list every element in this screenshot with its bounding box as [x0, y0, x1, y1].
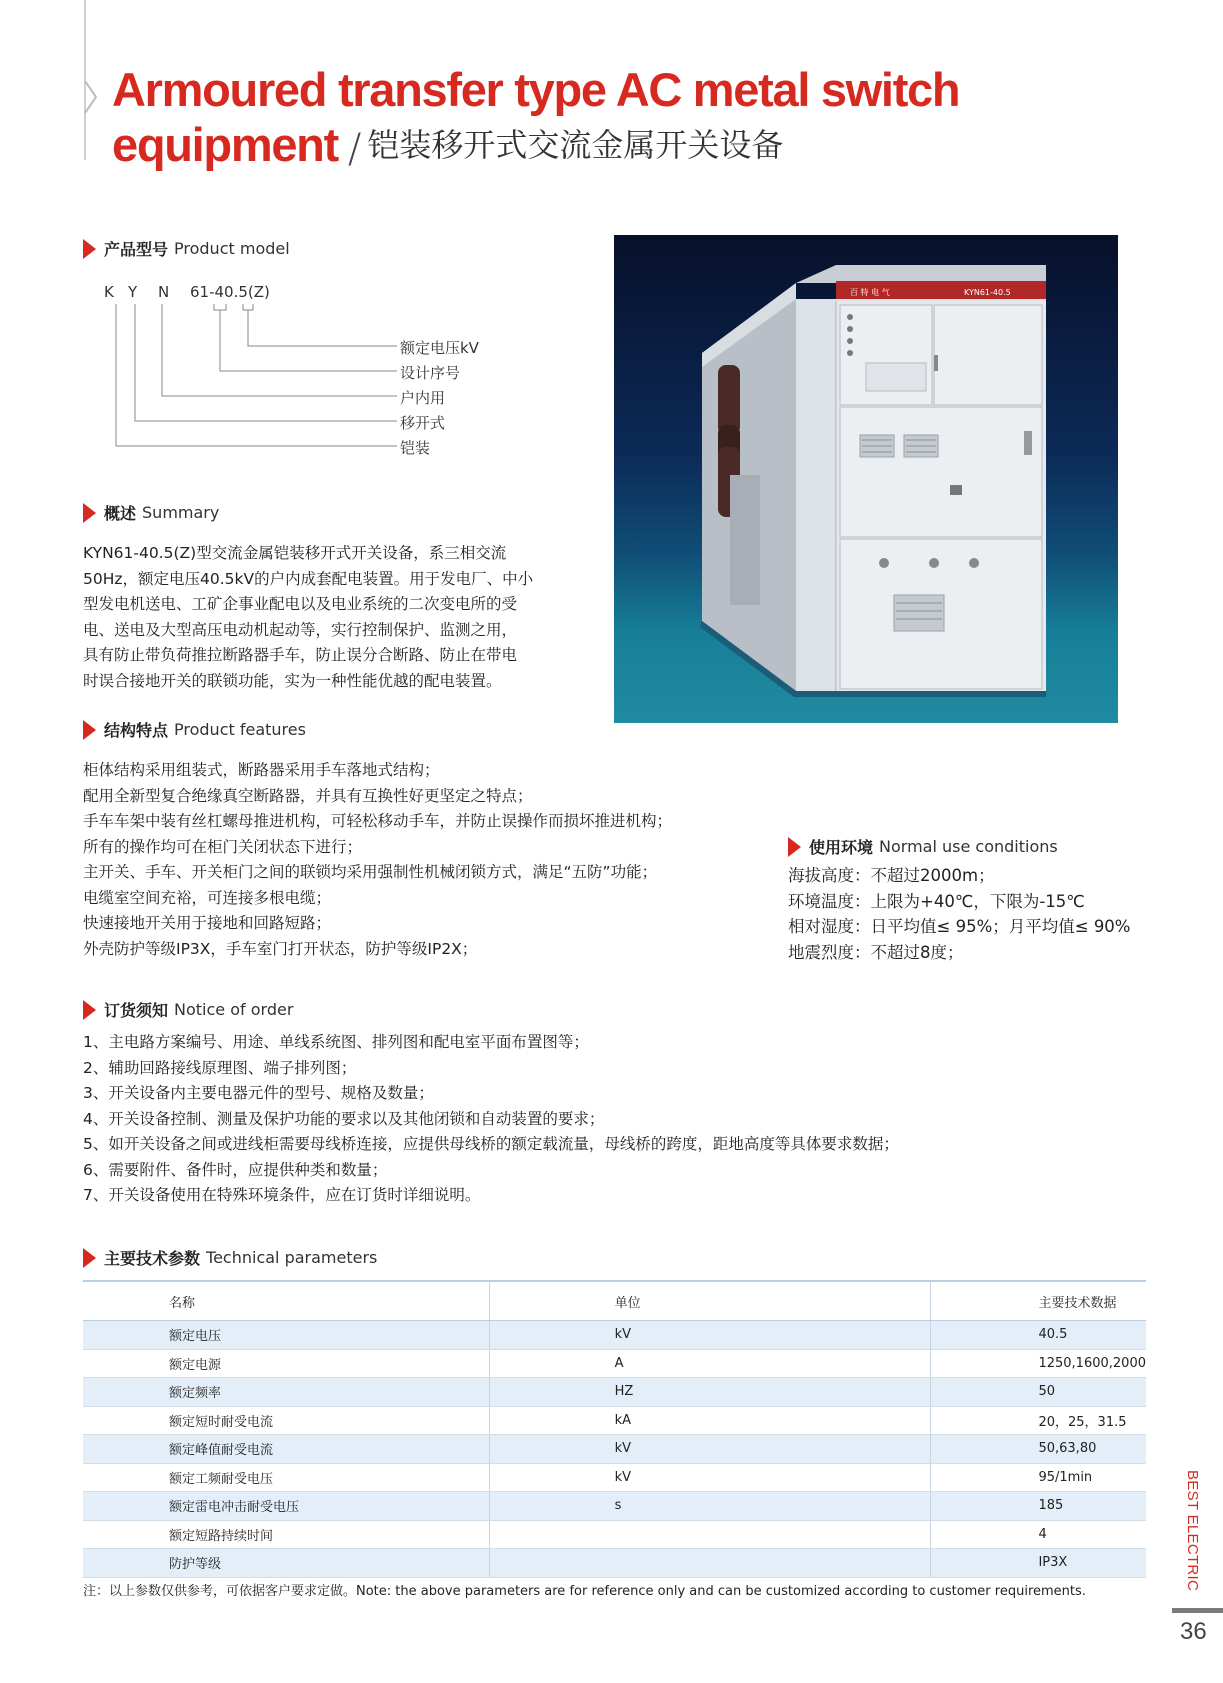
section-summary	[83, 501, 219, 524]
table-cell: 额定峰值耐受电流	[83, 1435, 489, 1464]
table-cell	[489, 1549, 931, 1578]
condition-line: 环境温度：上限为+40℃，下限为-15℃	[788, 891, 1085, 911]
feature-line: 外壳防护等级IP3X，手车室门打开状态，防护等级IP2X；	[83, 939, 478, 958]
table-header-cell: 单位	[489, 1281, 931, 1321]
model-legend-item: 设计序号	[400, 364, 461, 382]
model-legend-item: 移开式	[400, 414, 446, 432]
page-number: 36	[1180, 1618, 1207, 1645]
chevron-right-icon	[84, 80, 98, 114]
section-product-features	[83, 718, 306, 741]
table-row	[83, 1435, 1146, 1464]
table-cell: kV	[489, 1321, 931, 1350]
svg-text:百 特 电 气: 百 特 电 气	[850, 288, 890, 297]
model-code-part: Y	[128, 283, 138, 301]
table-cell: 40.5	[931, 1321, 1146, 1350]
table-cell: 防护等级	[83, 1549, 489, 1578]
section-title-en: Summary	[142, 503, 220, 522]
table-cell: 4	[931, 1520, 1146, 1549]
table-header-cell: 主要技术数据	[931, 1281, 1146, 1321]
order-line: 1、主电路方案编号、用途、单线系统图、排列图和配电室平面布置图等；	[83, 1033, 589, 1051]
section-title-en: Normal use conditions	[879, 837, 1058, 856]
triangle-bullet-icon	[83, 1000, 96, 1020]
table-header-row	[83, 1281, 1146, 1321]
section-title-cn: 概述	[104, 504, 137, 523]
order-line: 4、开关设备控制、测量及保护功能的要求以及其他闭锁和自动装置的要求；	[83, 1109, 605, 1128]
table-cell: 50,63,80	[931, 1435, 1146, 1464]
table-cell: 额定雷电冲击耐受电压	[83, 1492, 489, 1521]
table-header-cell: 名称	[83, 1281, 489, 1321]
model-code-diagram	[100, 300, 410, 460]
section-title-cn: 订货须知	[104, 1001, 169, 1020]
feature-line: 快速接地开关用于接地和回路短路；	[83, 914, 332, 932]
model-code-part: 61-40.5(Z)	[190, 283, 270, 301]
table-cell: 额定工频耐受电压	[83, 1463, 489, 1492]
section-title-en: Product model	[174, 239, 290, 258]
technical-parameters-table	[83, 1280, 1146, 1578]
table-row	[83, 1520, 1146, 1549]
order-line: 7、开关设备使用在特殊环境条件，应在订货时详细说明。	[83, 1186, 481, 1204]
table-row	[83, 1406, 1146, 1435]
table-cell: 额定频率	[83, 1378, 489, 1407]
table-cell: 额定电源	[83, 1349, 489, 1378]
triangle-bullet-icon	[83, 503, 96, 523]
table-cell: s	[489, 1492, 931, 1521]
order-list	[83, 1030, 899, 1209]
table-cell: IP3X	[931, 1549, 1146, 1578]
page-title-en-2: equipment	[112, 118, 338, 171]
order-line: 3、开关设备内主要电器元件的型号、规格及数量；	[83, 1084, 434, 1102]
section-technical-parameters	[83, 1246, 377, 1269]
feature-line: 电缆室空间充裕，可连接多根电缆；	[83, 888, 332, 907]
section-product-model	[83, 237, 290, 260]
title-slash: /	[347, 126, 362, 172]
section-title-en: Notice of order	[174, 1000, 294, 1019]
section-title-en: Technical parameters	[206, 1248, 378, 1267]
feature-line: 手车车架中装有丝杠螺母推进机构，可轻松移动手车，并防止误操作而损坏推进机构；	[83, 812, 673, 830]
table-cell: 185	[931, 1492, 1146, 1521]
section-title-cn: 产品型号	[104, 240, 169, 259]
section-notice-of-order	[83, 998, 293, 1021]
triangle-bullet-icon	[83, 720, 96, 740]
side-brand-label: BEST ELECTRIC	[1184, 1470, 1201, 1592]
model-legend-item: 铠装	[400, 439, 431, 457]
product-photo	[614, 235, 1118, 723]
table-row	[83, 1321, 1146, 1350]
table-cell: 1250,1600,2000	[931, 1349, 1146, 1378]
model-code-part: K	[104, 283, 114, 301]
table-cell	[489, 1520, 931, 1549]
conditions-list	[788, 863, 1131, 965]
order-line: 6、需要附件、备件时，应提供种类和数量；	[83, 1160, 388, 1179]
table-row	[83, 1378, 1146, 1407]
triangle-bullet-icon	[83, 239, 96, 259]
triangle-bullet-icon	[788, 837, 801, 857]
condition-line: 地震烈度：不超过8度；	[788, 942, 964, 962]
section-title-cn: 使用环境	[809, 838, 874, 857]
summary-line: 具有防止带负荷推拉断路器手车，防止误分合断路、防止在带电	[83, 646, 518, 664]
table-cell: 额定电压	[83, 1321, 489, 1350]
table-row	[83, 1492, 1146, 1521]
triangle-bullet-icon	[83, 1248, 96, 1268]
section-title-en: Product features	[174, 720, 306, 739]
feature-line: 所有的操作均可在柜门关闭状态下进行；	[83, 837, 363, 856]
table-cell: kA	[489, 1406, 931, 1435]
footnote: 注：以上参数仅供参考，可依据客户要求定做。Note: the above parameters are for reference only and can be customized according to customer requirements.	[83, 1584, 1086, 1599]
summary-line: 50Hz，额定电压40.5kV的户内成套配电装置。用于发电厂、中小	[83, 569, 534, 588]
section-title-cn: 主要技术参数	[104, 1249, 201, 1268]
feature-line: 配用全新型复合绝缘真空断路器，并具有互换性好更坚定之特点；	[83, 786, 533, 805]
features-list	[83, 758, 672, 962]
order-line: 2、辅助回路接线原理图、端子排列图；	[83, 1058, 357, 1077]
summary-line: KYN61-40.5(Z)型交流金属铠装移开式开关设备，系三相交流	[83, 544, 507, 562]
table-cell: 95/1min	[931, 1463, 1146, 1492]
panel-model-label: KYN61-40.5	[964, 288, 1011, 297]
table-cell: 额定短路持续时间	[83, 1520, 489, 1549]
page-title-en: Armoured transfer type AC metal switch	[112, 63, 960, 116]
summary-line: 时误合接地开关的联锁功能，实为一种性能优越的配电装置。	[83, 671, 502, 690]
page-title-line2	[112, 117, 783, 172]
section-use-conditions	[788, 835, 1058, 858]
table-cell: kV	[489, 1435, 931, 1464]
feature-line: 主开关、手车、开关柜门之间的联锁均采用强制性机械闭锁方式，满足“五防”功能；	[83, 863, 658, 881]
summary-paragraph	[83, 541, 533, 694]
page-number-bar	[1172, 1608, 1223, 1613]
summary-line: 型发电机送电、工矿企事业配电以及电业系统的二次变电所的受	[83, 595, 518, 613]
table-cell: kV	[489, 1463, 931, 1492]
table-cell: 50	[931, 1378, 1146, 1407]
summary-line: 电、送电及大型高压电动机起动等，实行控制保护、监测之用，	[83, 620, 518, 639]
switchgear-illustration	[614, 235, 1118, 723]
table-cell: HZ	[489, 1378, 931, 1407]
table-cell: 额定短时耐受电流	[83, 1406, 489, 1435]
model-code-part: N	[158, 283, 170, 301]
order-line: 5、如开关设备之间或进线柜需要母线桥连接，应提供母线桥的额定载流量，母线桥的跨度，距地高度等具体要求数据；	[83, 1135, 899, 1153]
table-cell: A	[489, 1349, 931, 1378]
table-row	[83, 1349, 1146, 1378]
feature-line: 柜体结构采用组装式，断路器采用手车落地式结构；	[83, 761, 440, 779]
table-row	[83, 1549, 1146, 1578]
section-title-cn: 结构特点	[104, 721, 169, 740]
page-title-cn: 铠装移开式交流金属开关设备	[367, 126, 784, 164]
model-legend-item: 户内用	[400, 389, 446, 407]
table-cell: 20，25，31.5	[931, 1406, 1146, 1435]
condition-line: 海拔高度：不超过2000m；	[788, 866, 995, 885]
model-code	[104, 283, 270, 301]
model-legend-item: 额定电压kV	[400, 339, 479, 357]
condition-line: 相对湿度：日平均值≤ 95%；月平均值≤ 90%	[788, 917, 1131, 936]
table-row	[83, 1463, 1146, 1492]
